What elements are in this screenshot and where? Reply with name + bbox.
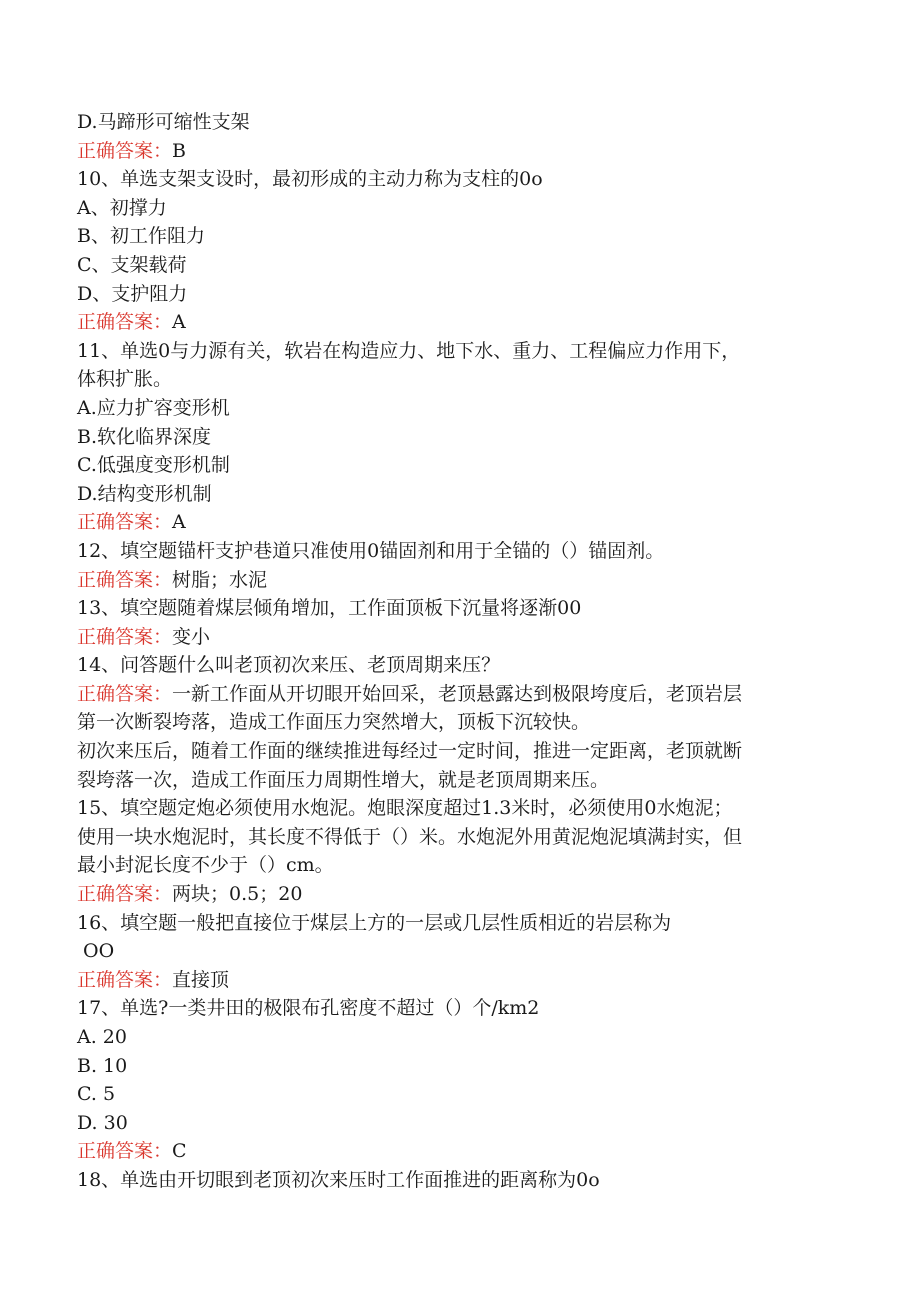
question-line-cont: OO xyxy=(77,940,115,963)
question-line: 10、单选支架支设时，最初形成的主动力称为支柱的0o xyxy=(77,168,543,191)
answer-value: 变小 xyxy=(172,625,211,648)
question-line: 11、单选0与力源有关，软岩在构造应力、地下水、重力、工程偏应力作用下， xyxy=(77,339,741,362)
answer-line xyxy=(77,1137,847,1166)
answer-line-cont: 裂垮落一次，造成工作面压力周期性增大，就是老顶周期来压。 xyxy=(77,768,610,791)
option-line: C.低强度变形机制 xyxy=(77,454,230,477)
option-line: A. 20 xyxy=(77,1026,127,1048)
answer-value: 一新工作面从开切眼开始回采，老顶悬露达到极限垮度后，老顶岩层 xyxy=(172,682,743,705)
answer-value: C xyxy=(172,1140,187,1163)
option-line: D. 30 xyxy=(77,1111,128,1134)
answer-label: 正确答案： xyxy=(77,625,173,648)
option-line: A.应力扩容变形机 xyxy=(77,396,230,419)
answer-line xyxy=(77,680,847,709)
answer-line-cont: 第一次断裂垮落，造成工作面压力突然增大，顶板下沉较快。 xyxy=(77,711,591,734)
question-line: 13、填空题随着煤层倾角增加，工作面顶板下沉量将逐渐00 xyxy=(77,597,582,620)
answer-value: 直接顶 xyxy=(172,968,230,991)
option-line: A、初撑力 xyxy=(77,196,167,219)
question-line-cont: 最小封泥长度不少于（）cm。 xyxy=(77,854,334,877)
option-line: C、支架载荷 xyxy=(77,253,187,276)
answer-label: 正确答案： xyxy=(77,682,173,705)
answer-label: 正确答案： xyxy=(77,1140,173,1163)
answer-label: 正确答案： xyxy=(77,511,173,534)
answer-line xyxy=(77,623,847,652)
answer-line xyxy=(77,308,847,337)
question-line-cont: 使用一块水炮泥时，其长度不得低于（）米。水炮泥外用黄泥炮泥填满封实，但 xyxy=(77,825,743,848)
answer-label: 正确答案： xyxy=(77,968,173,991)
question-line: 16、填空题一般把直接位于煤层上方的一层或几层性质相近的岩层称为 xyxy=(77,911,672,934)
answer-label: 正确答案： xyxy=(77,311,173,334)
answer-value: 两块；0.5；20 xyxy=(172,883,303,906)
question-line: 14、问答题什么叫老顶初次来压、老顶周期来压？ xyxy=(77,654,501,677)
answer-line xyxy=(77,966,847,995)
option-line: D.结构变形机制 xyxy=(77,482,212,505)
answer-line xyxy=(77,566,847,595)
document-page xyxy=(77,108,847,1195)
question-line: 12、填空题锚杆支护巷道只准使用0锚固剂和用于全锚的（）锚固剂。 xyxy=(77,539,665,562)
option-line: B.软化临界深度 xyxy=(77,425,212,448)
option-line: C. 5 xyxy=(77,1083,116,1106)
option-line: D、支护阻力 xyxy=(77,282,188,305)
answer-line xyxy=(77,508,847,537)
answer-value: 树脂；水泥 xyxy=(172,568,268,591)
answer-line xyxy=(77,137,847,166)
answer-label: 正确答案： xyxy=(77,568,173,591)
answer-value: A xyxy=(172,311,186,334)
option-line: B. 10 xyxy=(77,1054,128,1077)
answer-value: B xyxy=(172,139,186,162)
question-line: 15、填空题定炮必须使用水炮泥。炮眼深度超过1.3米时，必须使用0水炮泥； xyxy=(77,797,733,820)
answer-label: 正确答案： xyxy=(77,883,173,906)
question-line-cont: 体积扩胀。 xyxy=(77,368,173,391)
answer-line xyxy=(77,880,847,909)
answer-line-cont: 初次来压后，随着工作面的继续推进每经过一定时间，推进一定距离，老顶就断 xyxy=(77,740,743,763)
question-line: 18、单选由开切眼到老顶初次来压时工作面推进的距离称为0o xyxy=(77,1168,600,1191)
option-line: D.马蹄形可缩性支架 xyxy=(77,111,250,133)
answer-value: A xyxy=(172,511,186,534)
option-line: B、初工作阻力 xyxy=(77,225,205,248)
answer-label: 正确答案： xyxy=(77,139,173,162)
question-line: 17、单选?一类井田的极限布孔密度不超过（）个/km2 xyxy=(77,997,540,1020)
